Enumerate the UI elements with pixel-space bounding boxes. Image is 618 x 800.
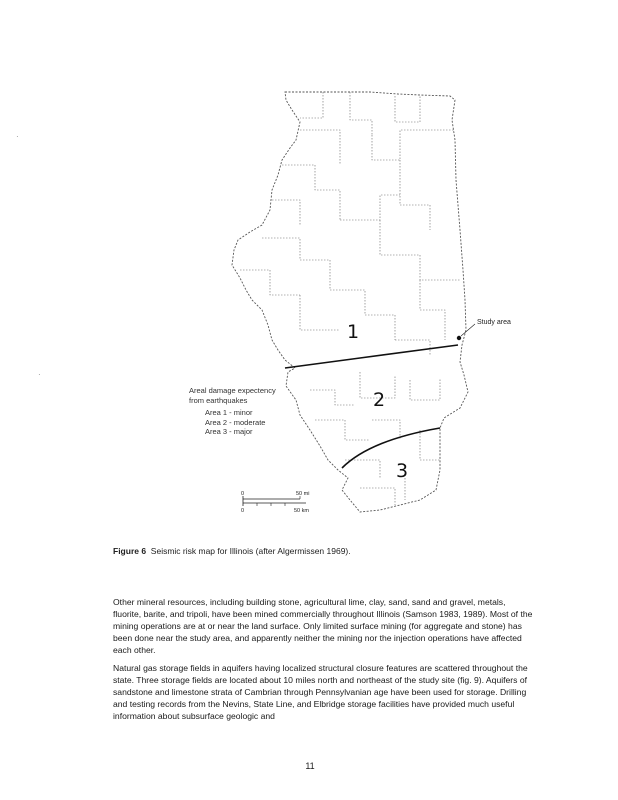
margin-mark: · xyxy=(16,132,19,141)
legend-item-area-3: Area 3 - major xyxy=(205,427,253,436)
scale-bottom-right: 50 km xyxy=(294,508,309,514)
figure-caption-label: Figure 6 xyxy=(113,546,147,556)
scale-top-left: 0 xyxy=(241,491,245,497)
figure-caption-text: Seismic risk map for Illinois (after Algermissen 1969). xyxy=(150,546,351,556)
scale-bar xyxy=(241,491,309,514)
map-legend xyxy=(189,386,276,437)
area-1-2-boundary xyxy=(285,345,458,368)
area-2-label: 2 xyxy=(373,389,386,411)
figure-caption xyxy=(113,546,351,556)
scale-top-right: 50 mi xyxy=(296,491,310,497)
area-1-label: 1 xyxy=(347,321,360,343)
area-3-label: 3 xyxy=(396,460,409,482)
study-area-marker xyxy=(457,336,461,340)
body-paragraph-1: Other mineral resources, including building stone, agricultural lime, clay, sand, sand and gravel, metals, fluorite, barite, and tripoli, have been mined commercially throughout Illinois (Samson 1983, 1989). Most of the mining operations are at or near the land surface. Only limited surface mining (for aggregate and stone) has been done near the study area, and apparently neither the mining nor the injection operations have affected each other. xyxy=(113,597,533,655)
body-paragraph-2: Natural gas storage fields in aquifers having localized structural closure features are scattered throughout the state. Three storage fields are located about 10 miles north and northeast of the study site (fig. 9). Aquifers of sandstone and limestone strata of Cambrian through Pennsylvanian age have been used for storage. Drilling and testing records from the Nevins, State Line, and Elbridge storage facilities have provided much useful information about subsurface geologic and xyxy=(113,663,528,721)
legend-item-area-2: Area 2 - moderate xyxy=(205,417,266,427)
legend-title-line-2: from earthquakes xyxy=(189,395,248,405)
page-number: 11 xyxy=(305,761,315,771)
legend-item-area-1: Area 1 - minor xyxy=(205,408,253,417)
area-2-3-boundary xyxy=(342,428,440,468)
study-area-leader xyxy=(461,324,475,336)
legend-title-line-1: Areal damage expectency xyxy=(189,386,276,395)
study-area-label: Study area xyxy=(477,319,511,326)
state-outline xyxy=(232,92,468,512)
county-boundaries xyxy=(240,92,460,505)
margin-mark: · xyxy=(38,370,41,379)
scale-bottom-left: 0 xyxy=(241,508,245,514)
